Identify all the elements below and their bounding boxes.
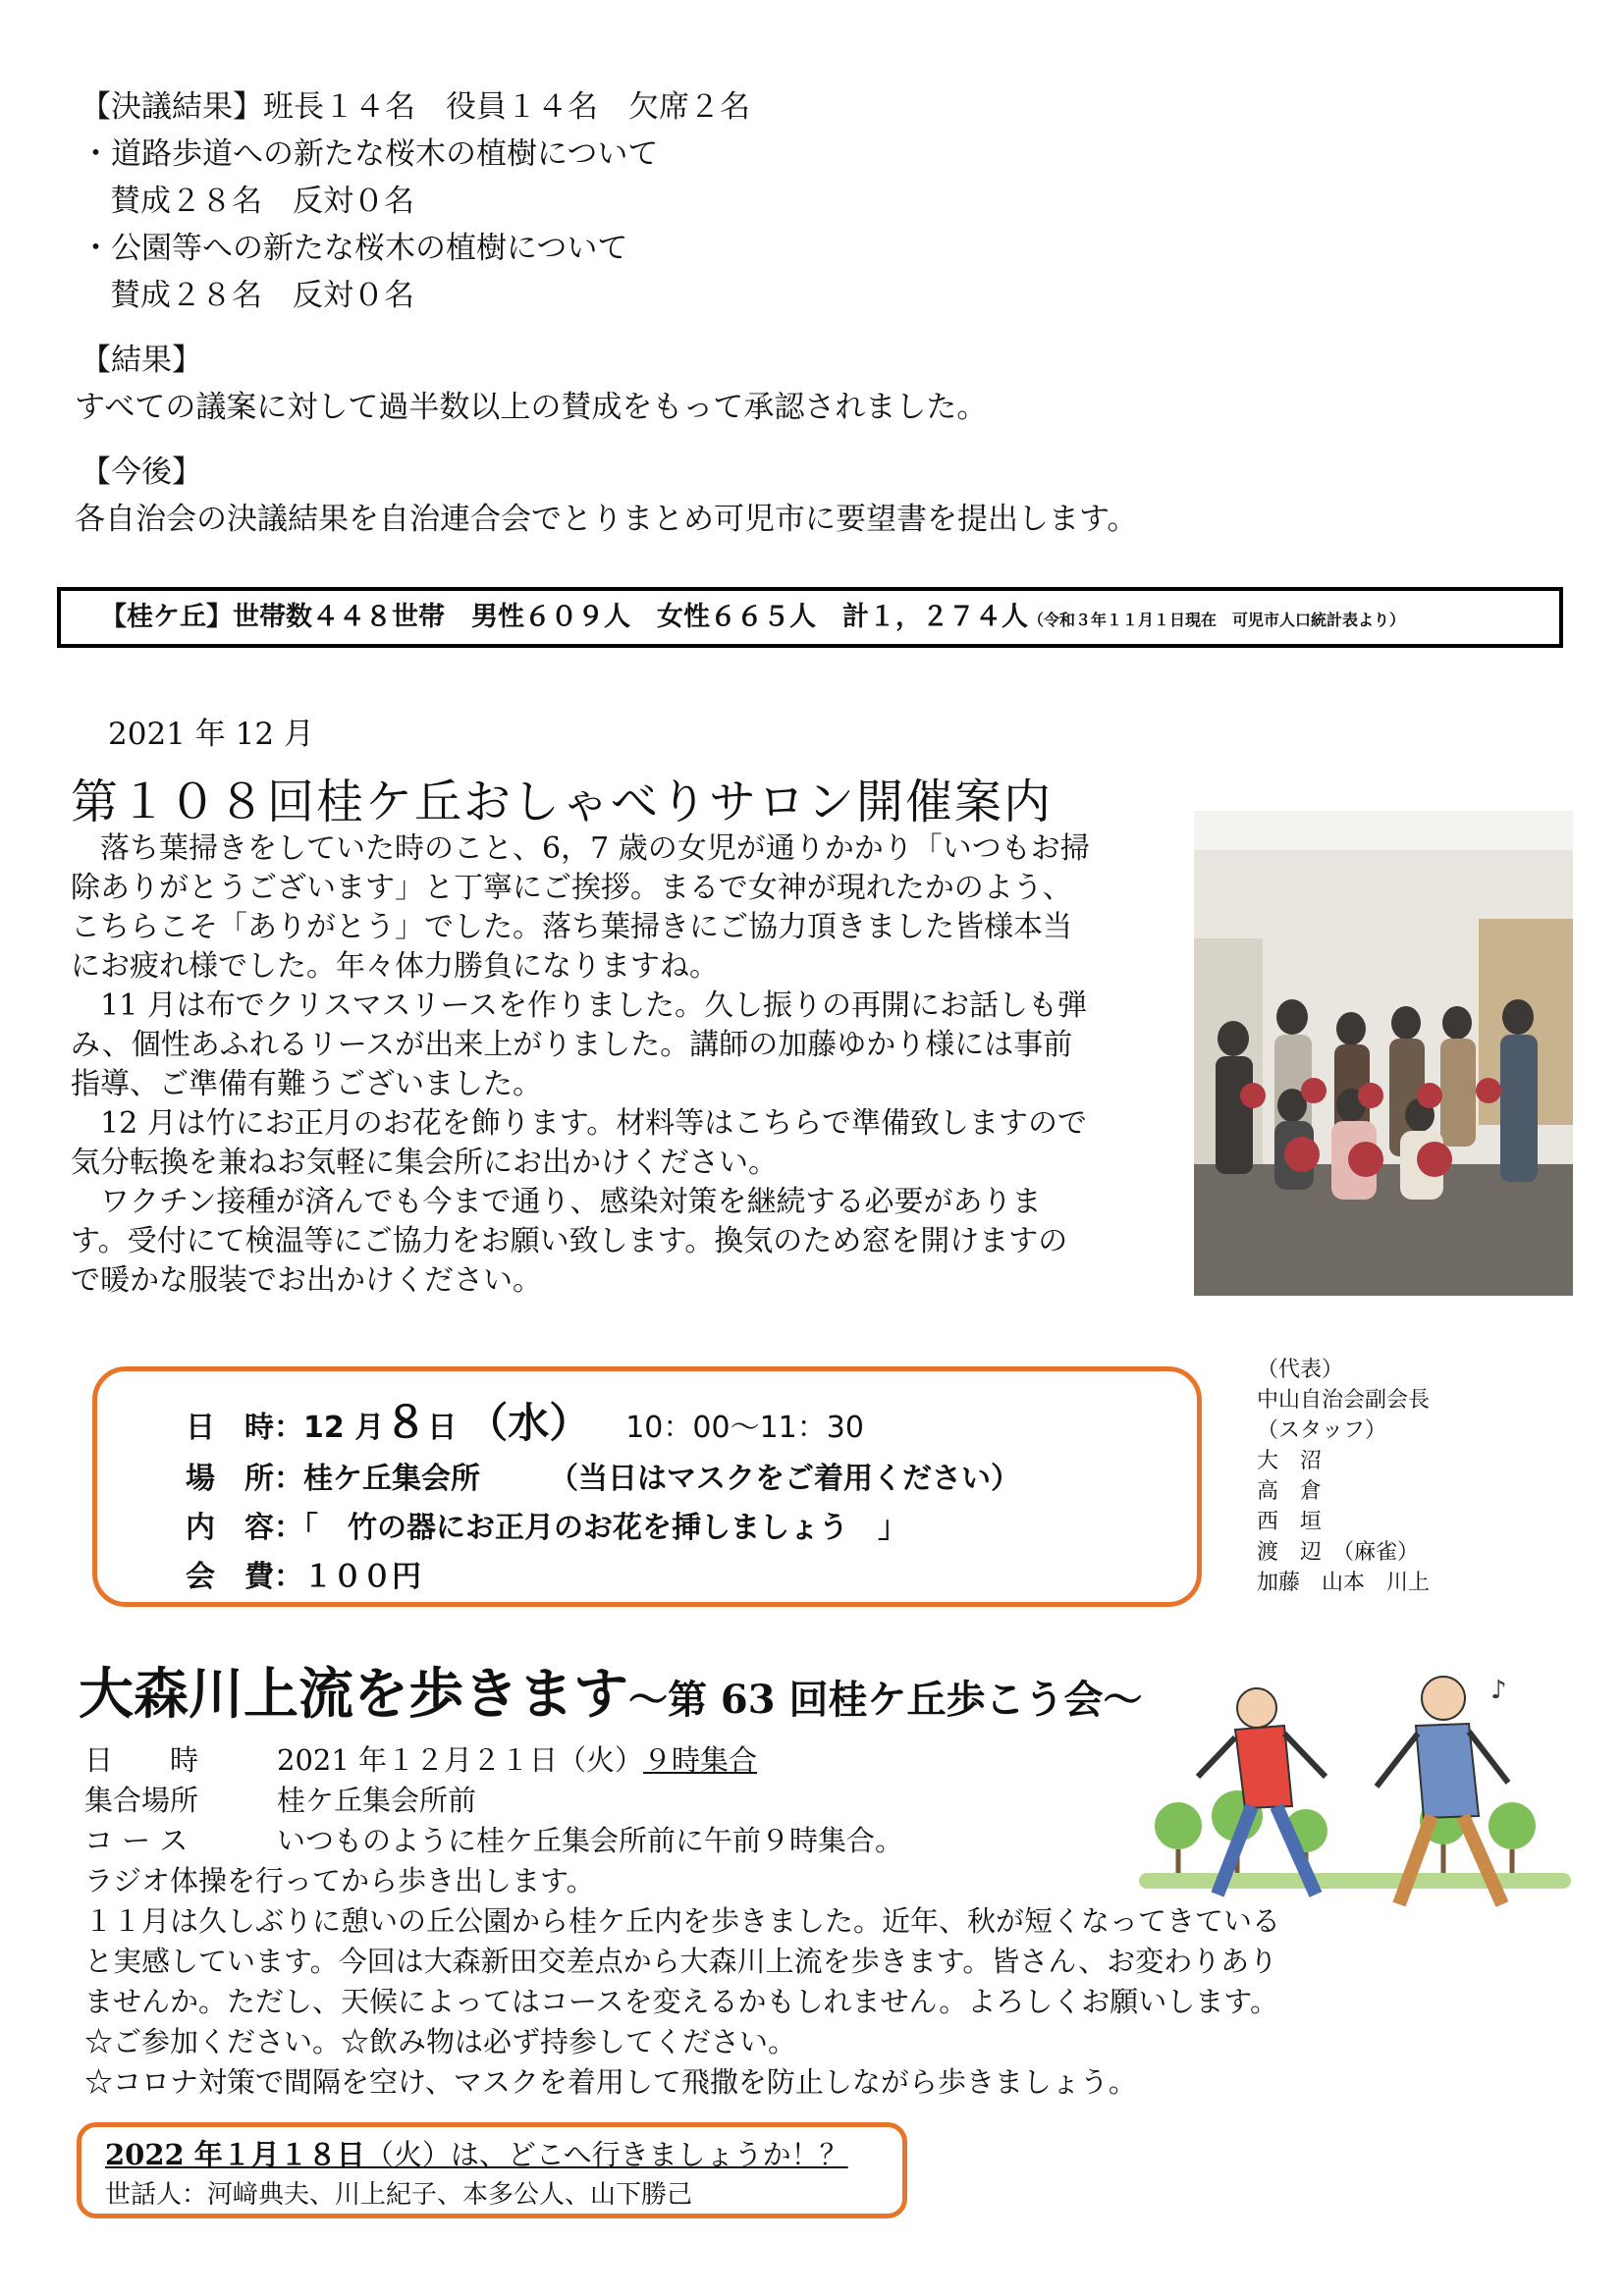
salon-line: 12 月は竹にお正月のお花を飾ります。材料等はこちらで準備致しますので (71, 1106, 1088, 1141)
next-walk-line (105, 2133, 848, 2173)
walk-line: ませんか。ただし、天候によってはコースを変えるかもしれません。よろしくお願いします。 (84, 1985, 1278, 2018)
when-month: 12 月 (303, 1411, 385, 1445)
salon-content-row (186, 1503, 907, 1546)
staff-line: 高 倉 (1257, 1479, 1323, 1504)
salon-title: 第１０８回桂ケ丘おしゃべりサロン開催案内 (71, 774, 1054, 829)
staff-list (1257, 1355, 1430, 1598)
salon-line: 除ありがとうございます」と丁寧にご挨拶。まるで女神が現れたかのよう、 (71, 871, 1072, 905)
when-label: 日 時： (186, 1411, 303, 1445)
staff-line: （代表） (1257, 1358, 1344, 1382)
walk-course-label: コ ー ス (84, 1824, 189, 1857)
walk-line: と実感しています。今回は大森新田交差点から大森川上流を歩きます。皆さん、お変わりあり (84, 1945, 1278, 1978)
walk-place-row (84, 1781, 1280, 1821)
staff-line: 西 垣 (1257, 1510, 1323, 1534)
svg-text:♪: ♪ (1490, 1676, 1507, 1705)
walk-line: ラジオ体操を行ってから歩き出します。 (84, 1864, 595, 1897)
salon-line: にお疲れ様でした。年々体力勝負になりますね。 (71, 949, 719, 984)
walk-subtitle: ～第 63 回桂ケ丘歩こう会～ (628, 1677, 1143, 1723)
when-weekday: （水） (466, 1399, 591, 1447)
walkers-illustration (1119, 1669, 1581, 1934)
walk-title (79, 1651, 1143, 1730)
salon-line: こちらこそ「ありがとう」でした。落ち葉掃きにご協力頂きました皆様本当 (71, 910, 1072, 944)
salon-line: 指導、ご準備有難うございました。 (71, 1067, 542, 1101)
when-time: 10：00～11：30 (625, 1411, 864, 1445)
walk-date-gather: ９時集合 (643, 1743, 758, 1777)
future-text: 各自治会の決議結果を自治連合会でとりまとめ可児市に要望書を提出します。 (75, 502, 1138, 537)
resolution-item-2-vote: 賛成２８名 反対０名 (110, 278, 414, 313)
salon-line: み、個性あふれるリースが出来上がりました。講師の加藤ゆかり様には事前 (71, 1028, 1073, 1062)
staff-line: 渡 辺 （麻雀） (1257, 1540, 1420, 1565)
walk-course-row (84, 1821, 1280, 1861)
resolution-item-2: ・公園等への新たな桜木の植樹について (81, 231, 628, 266)
walk-line: １１月は久しぶりに憩いの丘公園から桂ケ丘内を歩きました。近年、秋が短くなってきている (84, 1904, 1281, 1938)
when-day: ８ (384, 1398, 428, 1448)
group-photo (1194, 811, 1573, 1296)
next-walk-date: 2022 年１月１８日 (105, 2138, 365, 2171)
population-box (57, 587, 1563, 648)
where-label: 場 所： (186, 1462, 303, 1496)
fee-label: 会 費： (186, 1560, 303, 1594)
salon-line: 落ち葉掃きをしていた時のこと、6，7 歳の女児が通りかかり「いつもお掃 (71, 831, 1090, 866)
walk-line: ☆ご参加ください。☆飲み物は必ず持参してください。 (84, 2025, 797, 2058)
population-note: （令和３年１１月１日現在 可児市人口統計表より） (1028, 611, 1406, 629)
salon-date: 2021 年 12 月 (108, 717, 314, 752)
content-value: 「 竹の器にお正月のお花を挿しましょう 」 (303, 1511, 907, 1545)
salon-where-row (186, 1454, 1020, 1497)
salon-line: 気分転換を兼ねお気軽に集会所にお出かけください。 (71, 1146, 778, 1180)
resolution-item-1-vote: 賛成２８名 反対０名 (110, 184, 414, 219)
future-heading: 【今後】 (81, 454, 202, 490)
walk-date-value: 2021 年１２月２１日（火） (277, 1743, 644, 1777)
resolution-header: 【決議結果】班長１４名 役員１４名 欠席２名 (81, 89, 750, 125)
walk-info (84, 1740, 1280, 2103)
salon-body (71, 829, 1190, 1301)
salon-line: ワクチン接種が済んでも今まで通り、感染対策を継続する必要がありま (71, 1185, 1042, 1219)
organizers: 世話人：河﨑典夫、川上紀子、本多公人、山下勝己 (105, 2180, 693, 2210)
fee-value: １００円 (303, 1560, 421, 1594)
resolution-item-1: ・道路歩道への新たな桜木の植樹について (81, 136, 659, 172)
salon-line: 11 月は布でクリスマスリースを作りました。久し振りの再開にお話しも弾 (71, 988, 1088, 1023)
population-main: 【桂ケ丘】世帯数４４８世帯 男性６０９人 女性６６５人 計１，２７４人 (100, 602, 1028, 632)
staff-line: 中山自治会副会長 (1257, 1388, 1431, 1413)
salon-line: す。受付にて検温等にご協力をお願い致します。換気のため窓を開けますの (71, 1224, 1068, 1258)
salon-fee-row (186, 1552, 421, 1595)
salon-info-box (92, 1366, 1202, 1607)
result-heading: 【結果】 (81, 343, 202, 378)
where-value: 桂ケ丘集会所 (303, 1462, 480, 1496)
salon-line: で暖かな服装でお出かけください。 (71, 1263, 542, 1298)
resolution-block (75, 83, 1138, 543)
when-day-suffix: 日 (427, 1411, 458, 1445)
walk-course-value: いつものように桂ケ丘集会所前に午前９時集合。 (277, 1824, 904, 1857)
walk-place-label: 集合場所 (84, 1784, 199, 1817)
next-walk-rest: （火）は、どこへ行きましょうか！？ (364, 2138, 848, 2171)
staff-line: 加藤 山本 川上 (1257, 1571, 1431, 1595)
content-label: 内 容： (186, 1511, 303, 1545)
next-walk-box (77, 2122, 907, 2218)
salon-when-row (186, 1387, 864, 1450)
staff-line: 大 沼 (1257, 1449, 1323, 1473)
walk-place-value: 桂ケ丘集会所前 (277, 1784, 477, 1817)
walk-date-row (84, 1740, 1280, 1781)
walk-date-label: 日 時 (84, 1743, 199, 1777)
walk-title-main: 大森川上流を歩きます (79, 1663, 628, 1727)
result-text: すべての議案に対して過半数以上の賛成をもって承認されました。 (75, 390, 988, 425)
walk-line: ☆コロナ対策で間隔を空け、マスクを着用して飛撒を防止しながら歩きましょう。 (84, 2065, 1137, 2099)
staff-line: （スタッフ） (1257, 1418, 1387, 1443)
where-note: （当日はマスクをご着用ください） (549, 1462, 1020, 1496)
